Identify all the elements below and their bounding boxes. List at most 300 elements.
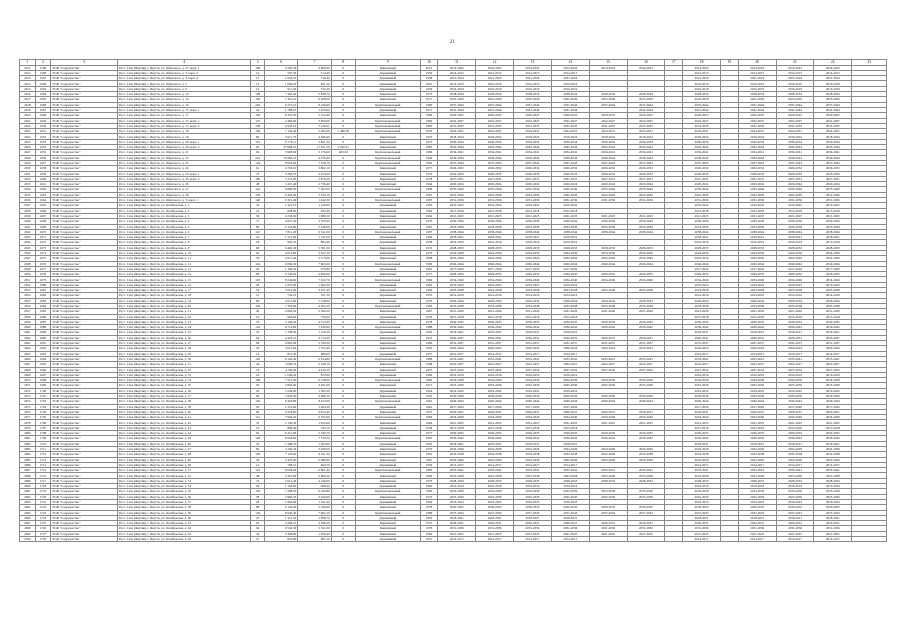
living-area: 7 556,70 [298, 160, 331, 165]
row-number: 2616 [20, 92, 36, 97]
living-area: 685,10 [298, 537, 331, 542]
repair-period: 2034-2040 [738, 415, 776, 420]
house-id: 1568 [35, 70, 51, 75]
wall-material: Деревянный [356, 240, 421, 245]
house-address: Росс. Саха (Якутия), г. Якутск, ул. Ойунского, д. 17 [117, 113, 251, 118]
repair-period: 2017-2020 [438, 266, 476, 271]
repair-period: 2019-2023 [551, 499, 589, 504]
flats-count: 92 [251, 145, 264, 150]
management-org: ТСЖ "Содружество" [51, 462, 118, 467]
management-org: ТСЖ "Содружество" [51, 272, 118, 277]
repair-period: 2033-2038 [738, 303, 776, 308]
row-number: 2669 [20, 372, 36, 377]
repair-period: 2029-2035 [476, 431, 514, 436]
nonliving-area: 0 [331, 399, 355, 404]
table-row [20, 298, 887, 303]
management-org: ТСЖ "Содружество" [51, 367, 118, 372]
repair-period: 2014-2015 [551, 70, 589, 75]
house-id: 1652 [35, 134, 51, 139]
repair-period: 2014-2043 [589, 65, 627, 70]
nonliving-area: 0 [331, 134, 355, 139]
nonliving-area: 0 [331, 489, 355, 494]
house-id: 1686 [35, 314, 51, 319]
nonliving-area: 0 [331, 245, 355, 250]
row-number: 2666 [20, 356, 36, 361]
living-area: 611,30 [298, 293, 331, 298]
wall-material: Кирпичный [356, 505, 421, 510]
management-org: ТСЖ "Содружество" [51, 224, 118, 229]
wall-material: Кирпичный [356, 145, 421, 150]
house-address: Росс. Саха (Якутия), г. Якутск, ул. Октябрьская, д. 60 [117, 515, 251, 520]
repair-period: 2025-2029 [589, 97, 627, 102]
house-address: Росс. Саха (Якутия), г. Якутск, ул. Октябрьская, д. 11 [117, 256, 251, 261]
repair-period: 2035-2041 [683, 468, 721, 473]
repair-period: 2014-2017 [476, 462, 514, 467]
living-area: 6 204,10 [298, 303, 331, 308]
build-year: 1988 [420, 325, 438, 330]
repair-period: 2020-2024 [814, 346, 852, 351]
flats-count: 24 [251, 235, 264, 240]
house-id: 1696 [35, 367, 51, 372]
living-area: 2 736,40 [298, 182, 331, 187]
repair-period: 2022-2026 [776, 457, 814, 462]
repair-period: 2035-2041 [438, 356, 476, 361]
table-row [20, 171, 887, 176]
management-org: ТСЖ "Содружество" [51, 473, 118, 478]
repair-period: 2027-2031 [476, 176, 514, 181]
management-org: ТСЖ "Содружество" [51, 203, 118, 208]
repair-period: 2020-2024 [476, 182, 514, 187]
flats-count: 98 [251, 341, 264, 346]
total-area: 9 420,80 [264, 399, 297, 404]
management-org: ТСЖ "Содружество" [51, 356, 118, 361]
table-row [20, 266, 887, 271]
row-number: 2697 [20, 521, 36, 526]
repair-period: 2034-2040 [683, 277, 721, 282]
repair-period: 2019-2022 [438, 388, 476, 393]
flats-count: 20 [251, 484, 264, 489]
build-year: 1977 [420, 431, 438, 436]
wall-material: Кирпичный [356, 166, 421, 171]
total-area: 3 201,40 [264, 182, 297, 187]
repair-period: 2014-2043 [776, 65, 814, 70]
management-org: ТСЖ "Содружество" [51, 213, 118, 218]
living-area: 1 442,30 [298, 198, 331, 203]
repair-period: 2014-2016 [551, 293, 589, 298]
repair-period: 2023-2028 [814, 288, 852, 293]
build-year: 1989 [420, 510, 438, 515]
repair-period: 2040-2044 [476, 399, 514, 404]
repair-period: 2024-2031 [627, 129, 665, 134]
repair-period: 2031-2036 [776, 526, 814, 531]
repair-period: 2015-2018 [438, 314, 476, 319]
repair-period: 2016-2019 [514, 372, 552, 377]
total-area: 7 288,50 [264, 489, 297, 494]
repair-period: 2015-2018 [514, 208, 552, 213]
repair-period: 2020-2024 [738, 346, 776, 351]
row-number: 2684 [20, 452, 36, 457]
build-year: 1979 [420, 219, 438, 224]
repair-period: 2037-2043 [683, 510, 721, 515]
row-number: 2681 [20, 436, 36, 441]
repair-period: 2033-2039 [438, 224, 476, 229]
repair-period: 2019-2023 [476, 499, 514, 504]
repair-period: 2040-2044 [776, 261, 814, 266]
row-number: 2634 [20, 187, 36, 192]
repair-period: 2032-2038 [551, 452, 589, 457]
repair-period: 2019-2023 [514, 282, 552, 287]
living-area: 5 821,50 [298, 139, 331, 144]
column-header: 1 [20, 60, 36, 66]
repair-period: 2033-2039 [814, 224, 852, 229]
repair-period: 2038-2044 [438, 229, 476, 234]
flats-count: 146 [251, 399, 264, 404]
house-id: 1673 [35, 245, 51, 250]
repair-period: 2044-2043 [627, 65, 665, 70]
repair-period: 2034-2039 [683, 378, 721, 383]
build-year: 1958 [420, 240, 438, 245]
management-org: ТСЖ "Содружество" [51, 436, 118, 441]
repair-period: 2028-2033 [738, 245, 776, 250]
repair-period: 2034-2039 [776, 378, 814, 383]
table-row [20, 219, 887, 224]
row-number: 2661 [20, 330, 36, 335]
repair-period: 2026-2033 [776, 171, 814, 176]
repair-period: 2034-2041 [514, 150, 552, 155]
repair-period: 2021-2026 [514, 309, 552, 314]
repair-period: 2021-2025 [814, 531, 852, 536]
table-row [20, 293, 887, 298]
build-year: 1980 [420, 102, 438, 107]
repair-period: 2022-2026 [589, 457, 627, 462]
build-year: 1966 [420, 420, 438, 425]
house-address: Росс. Саха (Якутия), г. Якутск, ул. Ойунского, д. 23 [117, 160, 251, 165]
repair-period: 2038-2044 [476, 229, 514, 234]
table-row [20, 229, 887, 234]
house-address: Росс. Саха (Якутия), г. Якутск, ул. Ойунского, д. 16 [117, 102, 251, 107]
repair-period: 2022-2026 [814, 457, 852, 462]
total-area: 1 512,00 [264, 235, 297, 240]
management-org: ТСЖ "Содружество" [51, 521, 118, 526]
repair-period: 2027-2031 [438, 176, 476, 181]
repair-period: 2037-2043 [589, 510, 627, 515]
repair-period: 2022-2027 [438, 118, 476, 123]
repair-period: 2029-2035 [738, 431, 776, 436]
repair-period: 2035-2041 [438, 468, 476, 473]
wall-material: Кирпичный [356, 182, 421, 187]
repair-period: 2038-2044 [589, 229, 627, 234]
repair-period: 2030-2036 [514, 219, 552, 224]
total-area: 9 275,10 [264, 102, 297, 107]
row-number: 2686 [20, 462, 36, 467]
management-org: ТСЖ "Содружество" [51, 441, 118, 446]
house-id: 1722 [35, 505, 51, 510]
repair-period: 2026-2031 [589, 409, 627, 414]
flats-count: 32 [251, 203, 264, 208]
repair-period: 2033-2038 [476, 303, 514, 308]
management-org: ТСЖ "Содружество" [51, 192, 118, 197]
management-org: ТСЖ "Содружество" [51, 346, 118, 351]
repair-period: 2031-2036 [514, 526, 552, 531]
flats-count: 80 [251, 224, 264, 229]
flats-count: 22 [251, 330, 264, 335]
house-id: 1717 [35, 478, 51, 483]
nonliving-area: 0 [331, 351, 355, 356]
flats-count: 106 [251, 129, 264, 134]
repair-period: 2022-2029 [438, 192, 476, 197]
house-id: 1710 [35, 441, 51, 446]
repair-period: 2024-2029 [551, 446, 589, 451]
repair-period: 2034-2041 [438, 150, 476, 155]
repair-period: 2034-2039 [738, 378, 776, 383]
repair-period: 2030-2035 [476, 319, 514, 324]
nonliving-area: 0 [331, 229, 355, 234]
repair-period: 2037-2044 [683, 102, 721, 107]
repair-period: 2020-2024 [551, 182, 589, 187]
repair-period: 2041-2044 [683, 107, 721, 112]
repair-period: 2037-2043 [438, 510, 476, 515]
repair-period: 2024-2030 [627, 250, 665, 255]
house-id: 1655 [35, 150, 51, 155]
flats-count: 30 [251, 213, 264, 218]
living-area: 4 240,00 [298, 478, 331, 483]
repair-period: 2036-2042 [738, 325, 776, 330]
total-area: 4 763,10 [264, 166, 297, 171]
table-row [20, 510, 887, 515]
house-id: 1681 [35, 288, 51, 293]
repair-period: 2036-2042 [683, 325, 721, 330]
repair-period: 2016-2019 [776, 81, 814, 86]
nonliving-area: 0 [331, 219, 355, 224]
total-area: 8 932,00 [264, 160, 297, 165]
flats-count: 88 [251, 505, 264, 510]
living-area: 3 422,10 [298, 250, 331, 255]
repair-period: 2045-2044 [738, 145, 776, 150]
repair-period: 2021-2025 [776, 213, 814, 218]
flats-count: 104 [251, 489, 264, 494]
build-year: 1978 [420, 319, 438, 324]
row-number: 2651 [20, 277, 36, 282]
repair-period: 2024-2029 [476, 446, 514, 451]
table-row [20, 250, 887, 255]
build-year: 1983 [420, 489, 438, 494]
nonliving-area: 0 [331, 166, 355, 171]
build-year: 1963 [420, 203, 438, 208]
repair-period: 2029-2035 [551, 431, 589, 436]
total-area: 37 868,10 [264, 145, 297, 150]
living-area: 5 838,70 [298, 92, 331, 97]
repair-period: 2023-2028 [627, 288, 665, 293]
flats-count: 62 [251, 521, 264, 526]
table-row [20, 330, 887, 335]
management-org: ТСЖ "Содружество" [51, 282, 118, 287]
build-year: 1956 [420, 462, 438, 467]
management-org: ТСЖ "Содружество" [51, 505, 118, 510]
wall-material: Кирпичный [356, 250, 421, 255]
row-number: 2650 [20, 272, 36, 277]
flats-count: 22 [251, 515, 264, 520]
flats-count: 62 [251, 250, 264, 255]
repair-period: 2019-2023 [776, 499, 814, 504]
management-org: ТСЖ "Содружество" [51, 468, 118, 473]
total-area: 3 960,70 [264, 494, 297, 499]
repair-period: 2037-2044 [627, 102, 665, 107]
repair-period: 2018-2021 [738, 515, 776, 520]
repair-period: 2021-2026 [814, 309, 852, 314]
table-row [20, 256, 887, 261]
repair-period: 2018-2024 [514, 134, 552, 139]
flats-count: 70 [251, 367, 264, 372]
repair-period: 2030-2034 [776, 139, 814, 144]
row-number: 2657 [20, 309, 36, 314]
repair-period: 2037-2043 [514, 160, 552, 165]
repair-period: 2034-2040 [476, 277, 514, 282]
repair-period: 2019-2023 [776, 282, 814, 287]
repair-period: 2033-2039 [627, 489, 665, 494]
repair-period: 2024-2029 [514, 446, 552, 451]
table-row [20, 176, 887, 181]
build-year: 1973 [420, 139, 438, 144]
wall-material: Крупнопанельный [356, 489, 421, 494]
repair-period: 2034-2041 [738, 150, 776, 155]
management-org: ТСЖ "Содружество" [51, 139, 118, 144]
management-org: ТСЖ "Содружество" [51, 378, 118, 383]
living-area: 1 311,60 [298, 235, 331, 240]
flats-count: 108 [251, 65, 264, 70]
repair-period: 2028-2033 [776, 478, 814, 483]
build-year: 1986 [420, 150, 438, 155]
repair-period: 2031-2036 [589, 198, 627, 203]
flats-count: 92 [251, 431, 264, 436]
row-number: 2655 [20, 298, 36, 303]
repair-period: 2028-2034 [627, 92, 665, 97]
total-area: 5 282,70 [264, 171, 297, 176]
repair-period: 2018-2021 [683, 515, 721, 520]
repair-period: 2014-2015 [814, 70, 852, 75]
wall-material: Кирпичный [356, 176, 421, 181]
flats-count: 202 [251, 102, 264, 107]
repair-period: 2028-2033 [683, 478, 721, 483]
repair-period: 2025-2029 [738, 97, 776, 102]
repair-period: 2034-2039 [814, 378, 852, 383]
flats-count: 150 [251, 192, 264, 197]
row-number: 2633 [20, 182, 36, 187]
repair-period: 2040-2044 [551, 399, 589, 404]
build-year: 1972 [420, 335, 438, 340]
total-area: 8 244,60 [264, 277, 297, 282]
living-area: 6 914,80 [298, 356, 331, 361]
repair-period: 2034-2040 [814, 415, 852, 420]
repair-period: 2026-2032 [776, 166, 814, 171]
repair-period: 2030-2036 [476, 394, 514, 399]
repair-period: 2022-2029 [776, 192, 814, 197]
repair-period: 2021-2025 [589, 213, 627, 218]
repair-period: 2039-2044 [683, 155, 721, 160]
repair-period: 2024-2029 [627, 446, 665, 451]
repair-period: 2017-2020 [814, 266, 852, 271]
repair-period: 2027-2032 [738, 367, 776, 372]
repair-period: 2026-2031 [551, 335, 589, 340]
register-table-sheet [19, 59, 887, 542]
repair-period: 2016-2019 [776, 86, 814, 91]
repair-period: 2019-2022 [738, 203, 776, 208]
wall-material: Кирпичный [356, 213, 421, 218]
repair-period: 2028-2033 [814, 245, 852, 250]
nonliving-area: 0 [331, 198, 355, 203]
house-id: 1668 [35, 102, 51, 107]
house-id: 1709 [35, 436, 51, 441]
repair-period: 2026-2031 [551, 409, 589, 414]
repair-period: 2022-2027 [551, 118, 589, 123]
house-address: Росс. Саха (Якутия), г. Якутск, ул. Октябрьская, д. 34 [117, 378, 251, 383]
repair-period: 2032-2038 [627, 452, 665, 457]
wall-material: Крупнопанельный [356, 303, 421, 308]
house-address: Росс. Саха (Якутия), г. Якутск, ул. Октябрьская, д. 39 [117, 404, 251, 409]
repair-period: 2024-2031 [476, 129, 514, 134]
repair-period: 2019-2022 [738, 388, 776, 393]
repair-period: 2029-2035 [776, 272, 814, 277]
table-row [20, 261, 887, 266]
repair-period: 2029-2035 [683, 272, 721, 277]
repair-period: 2036-2042 [738, 436, 776, 441]
build-year: 1957 [420, 537, 438, 542]
repair-period: 2033-2039 [438, 489, 476, 494]
repair-period: 2031-2037 [438, 341, 476, 346]
repair-period: 2030-2036 [514, 394, 552, 399]
repair-period: 2024-2029 [683, 446, 721, 451]
repair-period: 2025-2029 [683, 97, 721, 102]
repair-period: 2020-2025 [514, 113, 552, 118]
total-area: 6 932,19 [264, 123, 297, 128]
repair-period: 2023-2028 [476, 288, 514, 293]
repair-period: 2018-2021 [476, 441, 514, 446]
repair-period: 2030-2035 [438, 319, 476, 324]
repair-period: 2026-2031 [627, 409, 665, 414]
repair-period: 2029-2034 [738, 298, 776, 303]
repair-period: 2021-2025 [738, 420, 776, 425]
repair-period: 2015-2018 [476, 425, 514, 430]
repair-period: 2032-2038 [814, 452, 852, 457]
house-address: Росс. Саха (Якутия), г. Якутск, ул. Октябрьская, д. 45 [117, 436, 251, 441]
repair-period: 2016-2019 [683, 240, 721, 245]
repair-period: 2024-2031 [683, 129, 721, 134]
repair-period: 2016-2019 [776, 372, 814, 377]
house-id: 1662 [35, 187, 51, 192]
repair-period: 2020-2024 [776, 182, 814, 187]
build-year: 1966 [420, 531, 438, 536]
repair-period: 2031-2036 [814, 526, 852, 531]
nonliving-area: 0 [331, 70, 355, 75]
repair-period: 2015-2018 [438, 208, 476, 213]
flats-count: 100 [251, 97, 264, 102]
living-area: 5 312,40 [298, 113, 331, 118]
repair-period: 2021-2025 [438, 420, 476, 425]
repair-period: 2036-2042 [589, 325, 627, 330]
flats-count: 96 [251, 245, 264, 250]
repair-period: 2025-2030 [814, 494, 852, 499]
living-area: 6 160,80 [298, 489, 331, 494]
repair-period: 2028-2033 [514, 245, 552, 250]
repair-period: 2015-2018 [814, 425, 852, 430]
repair-period: 2030-2034 [514, 139, 552, 144]
repair-period: 2038-2044 [514, 229, 552, 234]
repair-period: 2022-2027 [589, 118, 627, 123]
repair-period: 2027-2032 [683, 367, 721, 372]
house-id: 1663 [35, 192, 51, 197]
living-area: 632,40 [298, 208, 331, 213]
house-address: Росс. Саха (Якутия), г. Якутск, ул. Ойунского, д. 25, корп. 2 [117, 176, 251, 181]
repair-period: 2036-2042 [476, 436, 514, 441]
